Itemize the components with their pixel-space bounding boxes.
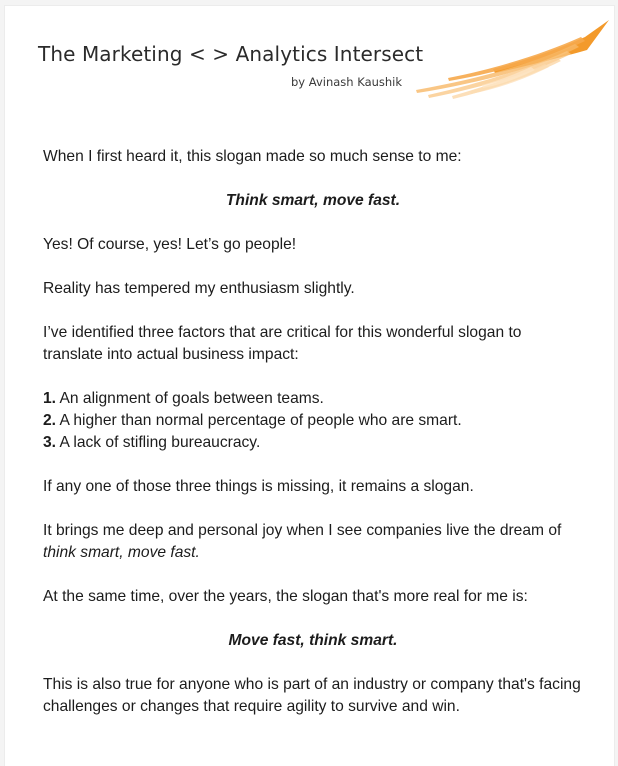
slogan-quote: Think smart, move fast. xyxy=(225,192,401,209)
list-item xyxy=(43,432,583,454)
paragraph-missing: If any one of those three things is missing, it remains a slogan. xyxy=(43,478,474,495)
list-item xyxy=(43,410,583,432)
list-text: A higher than normal percentage of people who are smart. xyxy=(56,412,462,429)
paragraph-joy-text: It brings me deep and personal joy when I see companies live the dream of xyxy=(43,522,562,539)
list-number: 2. xyxy=(43,412,57,429)
list-text: A lack of stifling bureaucracy. xyxy=(56,434,261,451)
real-slogan-quote: Move fast, think smart. xyxy=(228,632,398,649)
paragraph-years: At the same time, over the years, the slogan that's more real for me is: xyxy=(43,588,528,605)
list-item xyxy=(43,388,583,410)
list-number: 3. xyxy=(43,434,57,451)
paragraph-reality: Reality has tempered my enthusiasm slightly. xyxy=(43,280,355,297)
intro-paragraph: When I first heard it, this slogan made so much sense to me: xyxy=(43,148,462,165)
paragraph-agility: This is also true for anyone who is part of an industry or company that's facing challenges or changes that require agility to survive and win. xyxy=(43,676,581,715)
slogan-emphasis: think smart, move fast. xyxy=(43,544,200,561)
list-text: An alignment of goals between teams. xyxy=(56,390,324,407)
newsletter-title: The Marketing < > Analytics Intersect xyxy=(38,42,424,66)
paragraph-factors-intro: I’ve identified three factors that are critical for this wonderful slogan to translate into actual business impact: xyxy=(43,324,522,363)
swoosh-logo-icon xyxy=(409,20,609,106)
newsletter-header xyxy=(5,6,614,116)
paragraph-yes: Yes! Of course, yes! Let’s go people! xyxy=(43,236,297,253)
newsletter-card xyxy=(5,6,614,766)
author-byline: by Avinash Kaushik xyxy=(291,75,403,89)
factors-list xyxy=(43,388,583,454)
paragraph-joy xyxy=(43,520,583,564)
article-body xyxy=(43,146,583,718)
list-number: 1. xyxy=(43,390,57,407)
